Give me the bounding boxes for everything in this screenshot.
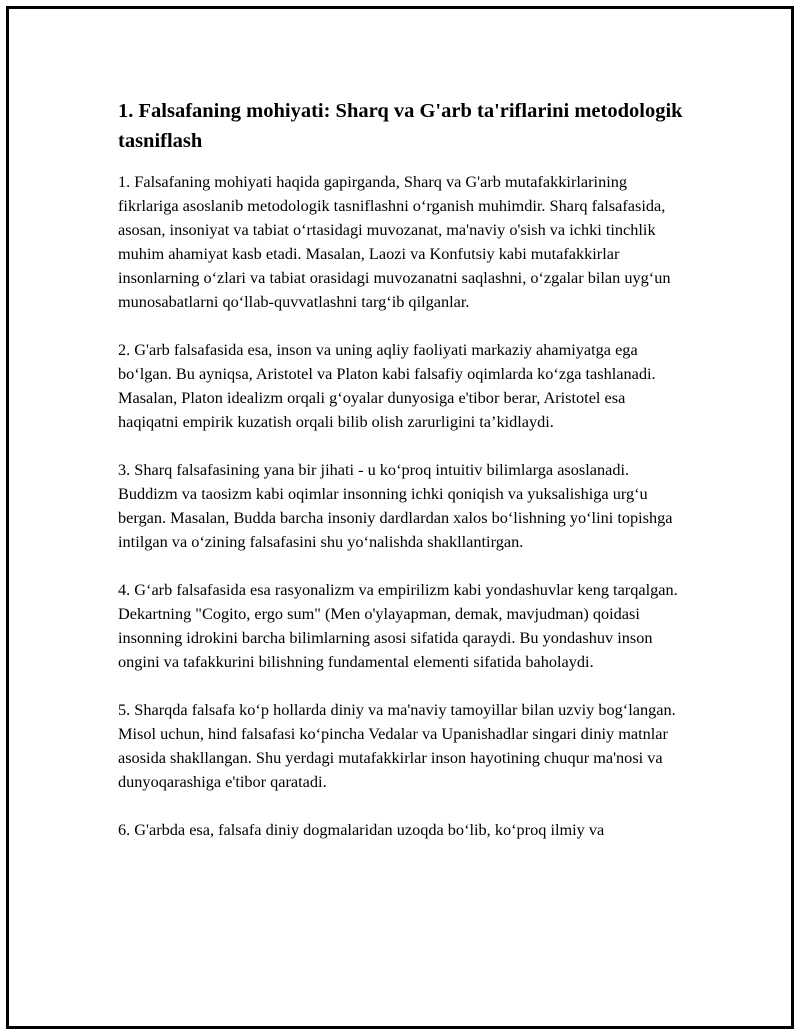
- document-heading: 1. Falsafaning mohiyati: Sharq va G'arb ta'riflarini metodologik tasniflash: [118, 100, 683, 152]
- paragraph-1: 1. Falsafaning mohiyati haqida gapirganda, Sharq va G'arb mutafakkirlarining fikrlariga asoslanib metodologik tasniflashni o‘rganish muhimdir. Sharq falsafasida, asosan, insoniyat va tabiat o‘rtasidagi muvozanat, ma'naviy o'sish va ichki tinchlik muhim ahamiyat kasb etadi. Masalan, Laozi va Konfutsiy kabi mutafakkirlar insonlarning o‘zlari va tabiat orasidagi muvozanatni saqlashni, o‘zgalar bilan uyg‘un munosabatlarni qo‘llab-quvvatlashni targ‘ib qilganlar.: [118, 172, 671, 311]
- page-frame: [6, 6, 794, 1029]
- paragraph-2: 2. G'arb falsafasida esa, inson va uning aqliy faoliyati markaziy ahamiyatga ega bo‘lgan. Bu ayniqsa, Aristotel va Platon kabi falsafiy oqimlarda ko‘zga tashlanadi. Masalan, Platon idealizm orqali g‘oyalar dunyosiga e'tibor berar, Aristotel esa haqiqatni empirik kuzatish orqali bilib olish zarurligini ta’kidlaydi.: [118, 340, 656, 431]
- paragraph-6: 6. G'arbda esa, falsafa diniy dogmalaridan uzoqda bo‘lib, ko‘proq ilmiy va: [118, 820, 605, 839]
- paragraph-4: 4. G‘arb falsafasida esa rasyonalizm va empirilizm kabi yondashuvlar keng tarqalgan. Dekartning "Cogito, ergo sum" (Men o'ylayapman, demak, mavjudman) qoidasi insonning idrokini barcha bilimlarning asosi sifatida qaraydi. Bu yondashuv inson ongini va tafakkurini bilishning fundamental elementi sifatida baholaydi.: [118, 580, 678, 671]
- document-body: [118, 96, 688, 866]
- paragraph-3: 3. Sharq falsafasining yana bir jihati - u ko‘proq intuitiv bilimlarga asoslanadi. Buddizm va taosizm kabi oqimlar insonning ichki qoniqish va yuksalishiga urg‘u bergan. Masalan, Budda barcha insoniy dardlardan xalos bo‘lishning yo‘lini topishga intilgan va o‘zining falsafasini shu yo‘nalishda shakllantirgan.: [118, 460, 673, 551]
- paragraph-5: 5. Sharqda falsafa ko‘p hollarda diniy va ma'naviy tamoyillar bilan uzviy bog‘langan. Misol uchun, hind falsafasi ko‘pincha Vedalar va Upanishadlar singari diniy matnlar asosida shakllangan. Shu yerdagi mutafakkirlar inson hayotining chuqur ma'nosi va dunyoqarashiga e'tibor qaratadi.: [118, 700, 676, 791]
